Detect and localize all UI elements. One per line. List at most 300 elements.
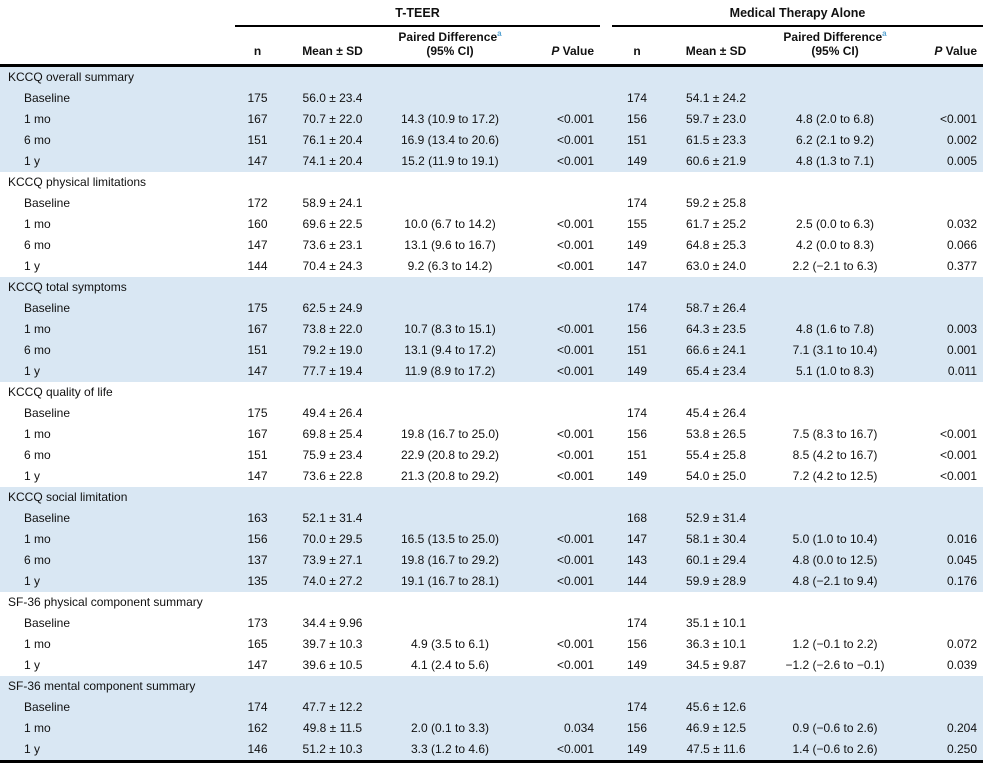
section-header-row	[0, 65, 983, 88]
timepoint-label: 6 mo	[0, 550, 235, 571]
group-gap	[600, 403, 612, 424]
timepoint-label: 1 y	[0, 571, 235, 592]
mta-paired-diff-cell	[770, 88, 900, 109]
mta-mean-sd-cell: 36.3 ± 10.1	[686, 637, 746, 652]
tteer-p-value-cell: <0.001	[556, 448, 595, 463]
section-header-row	[0, 676, 983, 697]
mta-paired-diff-cell	[770, 613, 900, 634]
tteer-n-cell: 146	[235, 739, 280, 762]
tteer-paired-diff-cell: 3.3 (1.2 to 4.6)	[385, 739, 515, 762]
mta-p-value-cell: 0.176	[900, 571, 983, 592]
tteer-mean-sd-cell: 73.9 ± 27.1	[280, 550, 385, 571]
table-row	[0, 634, 983, 655]
mta-paired-diff-cell: 4.8 (−2.1 to 9.4)	[770, 571, 900, 592]
group-gap	[600, 235, 612, 256]
mta-mean-sd-cell: 55.4 ± 25.8	[686, 448, 746, 463]
mta-p-value-cell: 0.066	[946, 238, 978, 253]
mta-n-cell: 149	[612, 151, 662, 172]
mta-n-cell: 174	[627, 406, 648, 421]
mta-p-value-cell	[900, 508, 983, 529]
mta-mean-sd-cell: 45.4 ± 26.4	[686, 406, 746, 421]
mta-mean-sd-cell: 64.3 ± 23.5	[662, 319, 770, 340]
mta-n-cell: 156	[612, 319, 662, 340]
mta-paired-diff-cell: 4.2 (0.0 to 8.3)	[795, 238, 875, 253]
tteer-n-cell: 175	[235, 298, 280, 319]
mta-p-value-cell: 0.005	[900, 151, 983, 172]
timepoint-label: 1 y	[0, 361, 235, 382]
tteer-mean-sd-cell: 70.7 ± 22.0	[280, 109, 385, 130]
table-row	[0, 130, 983, 151]
mta-mean-sd-cell: 59.2 ± 25.8	[686, 196, 746, 211]
p-italic: P	[934, 44, 943, 59]
tteer-mean-sd-cell: 51.2 ± 10.3	[280, 739, 385, 762]
tteer-mean-sd-cell: 74.0 ± 27.2	[280, 571, 385, 592]
group-gap	[600, 739, 612, 762]
tteer-paired-diff-cell: 4.9 (3.5 to 6.1)	[410, 637, 490, 652]
table-row	[0, 466, 983, 487]
table-row	[0, 718, 983, 739]
timepoint-label: 1 mo	[0, 319, 235, 340]
paired-difference-label: Paired Difference	[783, 30, 883, 44]
tteer-mean-sd-cell: 79.2 ± 19.0	[280, 340, 385, 361]
mta-n-cell: 156	[612, 109, 662, 130]
mta-paired-diff-cell: 5.0 (1.0 to 10.4)	[770, 529, 900, 550]
group-gap	[600, 340, 612, 361]
tteer-paired-diff-cell	[385, 508, 515, 529]
mta-mean-sd-cell: 59.7 ± 23.0	[662, 109, 770, 130]
mta-n-cell: 151	[627, 448, 648, 463]
timepoint-label: 1 mo	[0, 109, 235, 130]
mta-mean-sd-cell: 52.9 ± 31.4	[662, 508, 770, 529]
tteer-p-value-cell: <0.001	[515, 550, 600, 571]
mta-p-value-cell: 0.045	[900, 550, 983, 571]
table-row	[0, 550, 983, 571]
group-header-row	[0, 0, 983, 26]
tteer-paired-diff-cell: 16.9 (13.4 to 20.6)	[385, 130, 515, 151]
mta-paired-diff-cell: 8.5 (4.2 to 16.7)	[792, 448, 878, 463]
mta-paired-diff-cell	[770, 508, 900, 529]
table-row	[0, 613, 983, 634]
mta-p-value-cell	[900, 403, 983, 424]
timepoint-label: 1 y	[0, 739, 235, 762]
tteer-paired-diff-cell: 10.0 (6.7 to 14.2)	[404, 217, 496, 232]
table-row	[0, 361, 983, 382]
tteer-n-cell: 165	[247, 637, 268, 652]
mta-paired-diff-cell	[770, 193, 900, 214]
mta-mean-sd-cell: 53.8 ± 26.5	[686, 427, 746, 442]
tteer-p-value-cell: <0.001	[556, 427, 595, 442]
tteer-n-cell: 137	[235, 550, 280, 571]
mta-mean-sd-cell: 65.4 ± 23.4	[662, 361, 770, 382]
tteer-n-cell: 160	[247, 217, 268, 232]
mta-p-value-cell: 0.039	[946, 658, 978, 673]
table-row	[0, 340, 983, 361]
tteer-p-value-cell: <0.001	[556, 259, 595, 274]
tteer-n-cell: 135	[235, 571, 280, 592]
mta-p-value-cell: 0.003	[900, 319, 983, 340]
tteer-paired-diff-cell: 11.9 (8.9 to 17.2)	[385, 361, 515, 382]
tteer-mean-sd-cell: 47.7 ± 12.2	[280, 697, 385, 718]
group-header-medical-therapy: Medical Therapy Alone	[612, 0, 983, 26]
mta-paired-diff-cell: 1.2 (−0.1 to 2.2)	[792, 637, 878, 652]
timepoint-label: 1 y	[24, 469, 41, 484]
tteer-paired-diff-cell: 13.1 (9.6 to 16.7)	[404, 238, 496, 253]
mta-mean-sd-cell: 59.9 ± 28.9	[662, 571, 770, 592]
tteer-p-value-cell	[515, 508, 600, 529]
tteer-mean-sd-cell: 77.7 ± 19.4	[280, 361, 385, 382]
mta-mean-sd-cell: 60.1 ± 29.4	[662, 550, 770, 571]
tteer-p-value-cell: <0.001	[556, 217, 595, 232]
group-gap	[600, 109, 612, 130]
mta-paired-diff-cell	[770, 298, 900, 319]
mta-p-value-cell	[900, 697, 983, 718]
tteer-mean-sd-header: Mean ± SD	[280, 26, 385, 65]
timepoint-label: Baseline	[0, 697, 235, 718]
mta-paired-diff-cell: 6.2 (2.1 to 9.2)	[770, 130, 900, 151]
mta-paired-diff-cell: −1.2 (−2.6 to −0.1)	[785, 658, 885, 673]
mta-p-value-cell: 0.250	[900, 739, 983, 762]
table-row	[0, 697, 983, 718]
mta-mean-sd-cell: 46.9 ± 12.5	[662, 718, 770, 739]
tteer-mean-sd-cell: 34.4 ± 9.96	[302, 616, 363, 631]
timepoint-label: Baseline	[24, 196, 71, 211]
mta-p-value-cell: 0.001	[900, 340, 983, 361]
tteer-p-value-cell: <0.001	[515, 109, 600, 130]
corner-blank	[0, 0, 235, 26]
paired-difference-label: Paired Difference	[398, 30, 498, 44]
section-label: SF-36 mental component summary	[0, 676, 983, 697]
table-row	[0, 655, 983, 676]
mta-paired-diff-cell: 2.2 (−2.1 to 6.3)	[792, 259, 878, 274]
tteer-mean-sd-cell: 70.4 ± 24.3	[302, 259, 363, 274]
tteer-p-value-cell: <0.001	[556, 469, 595, 484]
tteer-n-cell: 174	[235, 697, 280, 718]
group-gap	[600, 130, 612, 151]
tteer-paired-diff-cell: 4.1 (2.4 to 5.6)	[410, 658, 490, 673]
tteer-paired-diff-cell: 19.8 (16.7 to 25.0)	[400, 427, 500, 442]
mta-mean-sd-cell: 61.7 ± 25.2	[686, 217, 746, 232]
group-gap	[600, 214, 612, 235]
table-row	[0, 403, 983, 424]
table-row	[0, 298, 983, 319]
tteer-p-value-cell: <0.001	[515, 361, 600, 382]
mta-mean-sd-cell: 54.1 ± 24.2	[662, 88, 770, 109]
mta-p-value-cell: 0.011	[900, 361, 983, 382]
tteer-mean-sd-cell: 73.6 ± 23.1	[302, 238, 363, 253]
timepoint-label: 1 y	[24, 259, 41, 274]
mta-p-value-cell: <0.001	[939, 448, 978, 463]
tteer-mean-sd-cell: 52.1 ± 31.4	[280, 508, 385, 529]
tteer-n-cell: 156	[235, 529, 280, 550]
group-gap	[600, 361, 612, 382]
footnote-marker-a: a	[882, 29, 887, 38]
mta-n-cell: 174	[612, 88, 662, 109]
tteer-p-value-cell: <0.001	[556, 658, 595, 673]
timepoint-label: Baseline	[0, 298, 235, 319]
ci-label: (95% CI)	[811, 44, 859, 59]
tteer-paired-diff-cell: 10.7 (8.3 to 15.1)	[385, 319, 515, 340]
group-gap	[600, 26, 612, 65]
mta-n-cell: 147	[627, 259, 648, 274]
group-gap	[600, 424, 612, 445]
tteer-n-cell: 162	[235, 718, 280, 739]
group-gap	[600, 613, 612, 634]
tteer-mean-sd-cell: 58.9 ± 24.1	[302, 196, 363, 211]
group-gap	[600, 634, 612, 655]
tteer-mean-sd-cell: 49.8 ± 11.5	[280, 718, 385, 739]
section-label: SF-36 physical component summary	[8, 595, 203, 610]
tteer-paired-diff-cell: 16.5 (13.5 to 25.0)	[385, 529, 515, 550]
mta-mean-sd-cell: 35.1 ± 10.1	[686, 616, 746, 631]
tteer-mean-sd-cell: 49.4 ± 26.4	[302, 406, 363, 421]
tteer-p-value-cell	[515, 403, 600, 424]
mta-p-value-cell: 0.002	[900, 130, 983, 151]
table-row	[0, 424, 983, 445]
table-row	[0, 235, 983, 256]
mta-n-cell: 149	[612, 361, 662, 382]
section-label: KCCQ physical limitations	[8, 175, 147, 190]
tteer-n-cell: 172	[247, 196, 268, 211]
tteer-n-cell: 147	[235, 151, 280, 172]
mta-mean-sd-cell: 61.5 ± 23.3	[662, 130, 770, 151]
tteer-paired-diff-cell: 19.1 (16.7 to 28.1)	[385, 571, 515, 592]
timepoint-label: 1 mo	[0, 718, 235, 739]
mta-paired-diff-cell: 1.4 (−0.6 to 2.6)	[770, 739, 900, 762]
mta-paired-diff-cell: 0.9 (−0.6 to 2.6)	[770, 718, 900, 739]
group-gap	[600, 151, 612, 172]
tteer-paired-diff-cell	[385, 613, 515, 634]
mta-paired-diff-cell: 7.5 (8.3 to 16.7)	[792, 427, 878, 442]
mta-mean-sd-cell: 54.0 ± 25.0	[686, 469, 746, 484]
timepoint-label: 6 mo	[24, 238, 51, 253]
tteer-mean-sd-cell: 39.6 ± 10.5	[302, 658, 363, 673]
group-gap	[600, 466, 612, 487]
mta-p-value-cell: 0.072	[946, 637, 978, 652]
mta-n-cell: 149	[612, 739, 662, 762]
tteer-paired-diff-cell: 19.8 (16.7 to 29.2)	[385, 550, 515, 571]
timepoint-label: 6 mo	[24, 448, 51, 463]
timepoint-label: 1 mo	[0, 529, 235, 550]
mta-mean-sd-cell: 63.0 ± 24.0	[686, 259, 746, 274]
mta-n-cell: 147	[612, 529, 662, 550]
tteer-mean-sd-cell: 62.5 ± 24.9	[280, 298, 385, 319]
timepoint-label: Baseline	[0, 508, 235, 529]
section-header-row	[0, 382, 983, 403]
section-header-row	[0, 487, 983, 508]
mta-p-value-cell: <0.001	[939, 469, 978, 484]
mta-paired-diff-cell: 4.8 (1.3 to 7.1)	[770, 151, 900, 172]
table-row	[0, 151, 983, 172]
tteer-p-value-cell	[515, 697, 600, 718]
tteer-p-value-cell	[515, 88, 600, 109]
tteer-p-value-cell: <0.001	[515, 739, 600, 762]
mta-n-cell: 168	[612, 508, 662, 529]
footnote-marker-a: a	[497, 29, 502, 38]
mta-n-cell: 149	[627, 658, 648, 673]
tteer-paired-diff-cell	[385, 298, 515, 319]
group-gap	[600, 529, 612, 550]
tteer-n-cell: 151	[247, 448, 268, 463]
mta-p-value-cell	[900, 88, 983, 109]
mta-p-value-cell: 0.377	[946, 259, 978, 274]
tteer-p-value-cell: <0.001	[515, 340, 600, 361]
table-row	[0, 529, 983, 550]
tteer-p-value-cell: <0.001	[515, 529, 600, 550]
section-label: KCCQ total symptoms	[0, 277, 983, 298]
group-gap	[600, 88, 612, 109]
mta-paired-diff-cell: 4.8 (1.6 to 7.8)	[770, 319, 900, 340]
tteer-paired-diff-cell: 9.2 (6.3 to 14.2)	[407, 259, 493, 274]
tteer-n-cell: 175	[235, 88, 280, 109]
section-header-row	[0, 277, 983, 298]
tteer-mean-sd-cell: 69.8 ± 25.4	[302, 427, 363, 442]
timepoint-label: 1 mo	[24, 217, 51, 232]
mta-n-cell: 156	[612, 718, 662, 739]
mta-n-cell: 174	[612, 697, 662, 718]
tteer-n-cell: 167	[235, 109, 280, 130]
mta-n-cell: 151	[612, 340, 662, 361]
tteer-n-cell: 151	[235, 340, 280, 361]
tteer-p-value-cell: <0.001	[515, 151, 600, 172]
mta-n-cell: 174	[627, 616, 648, 631]
mta-n-cell: 174	[627, 196, 648, 211]
mta-paired-diff-cell: 7.1 (3.1 to 10.4)	[770, 340, 900, 361]
tteer-paired-diff-cell: 13.1 (9.4 to 17.2)	[385, 340, 515, 361]
tteer-p-value-cell	[515, 613, 600, 634]
mta-p-value-cell: 0.204	[900, 718, 983, 739]
mta-mean-sd-header: Mean ± SD	[662, 26, 770, 65]
column-header-row	[0, 26, 983, 65]
mta-n-header: n	[612, 26, 662, 65]
mta-n-cell: 149	[627, 238, 648, 253]
table-row	[0, 88, 983, 109]
mta-mean-sd-cell: 66.6 ± 24.1	[662, 340, 770, 361]
mta-n-cell: 151	[612, 130, 662, 151]
tteer-p-value-cell: <0.001	[556, 238, 595, 253]
group-gap	[600, 256, 612, 277]
tteer-mean-sd-cell: 73.6 ± 22.8	[302, 469, 363, 484]
mta-n-cell: 143	[612, 550, 662, 571]
group-header-tteer: T-TEER	[235, 0, 600, 26]
tteer-p-value-header	[515, 26, 600, 65]
timepoint-label: Baseline	[24, 406, 71, 421]
timepoint-label: 6 mo	[0, 340, 235, 361]
table-row	[0, 193, 983, 214]
mta-n-cell: 156	[627, 427, 648, 442]
mta-paired-difference-header	[770, 26, 900, 65]
group-gap	[600, 550, 612, 571]
tteer-paired-diff-cell	[385, 697, 515, 718]
mta-paired-diff-cell: 7.2 (4.2 to 12.5)	[792, 469, 878, 484]
row-label-column-header	[0, 26, 235, 65]
tteer-paired-diff-cell: 22.9 (20.8 to 29.2)	[400, 448, 500, 463]
mta-n-cell: 155	[627, 217, 648, 232]
mta-p-value-cell: 0.032	[946, 217, 978, 232]
tteer-mean-sd-cell: 74.1 ± 20.4	[280, 151, 385, 172]
mta-paired-diff-cell: 2.5 (0.0 to 6.3)	[795, 217, 875, 232]
tteer-n-cell: 173	[247, 616, 268, 631]
group-gap	[600, 319, 612, 340]
tteer-mean-sd-cell: 70.0 ± 29.5	[280, 529, 385, 550]
tteer-mean-sd-cell: 56.0 ± 23.4	[280, 88, 385, 109]
mta-mean-sd-cell: 45.6 ± 12.6	[662, 697, 770, 718]
mta-p-value-cell	[900, 193, 983, 214]
mta-p-value-cell: <0.001	[939, 427, 978, 442]
group-gap	[600, 697, 612, 718]
timepoint-label: 6 mo	[0, 130, 235, 151]
group-gap	[600, 571, 612, 592]
tteer-n-cell: 167	[247, 427, 268, 442]
tteer-mean-sd-cell: 75.9 ± 23.4	[302, 448, 363, 463]
group-gap	[600, 0, 612, 26]
group-gap	[600, 445, 612, 466]
tteer-mean-sd-cell: 73.8 ± 22.0	[280, 319, 385, 340]
section-label: KCCQ social limitation	[0, 487, 983, 508]
tteer-n-cell: 147	[247, 658, 268, 673]
mta-paired-diff-cell	[770, 403, 900, 424]
tteer-paired-diff-cell	[385, 403, 515, 424]
group-gap	[600, 298, 612, 319]
tteer-n-cell: 147	[235, 361, 280, 382]
tteer-paired-diff-cell	[385, 193, 515, 214]
tteer-n-cell: 175	[247, 406, 268, 421]
tteer-mean-sd-cell: 69.6 ± 22.5	[302, 217, 363, 232]
timepoint-label: 1 mo	[24, 427, 51, 442]
tteer-n-cell: 147	[247, 238, 268, 253]
tteer-p-value-cell	[515, 193, 600, 214]
section-header-row	[0, 592, 983, 613]
tteer-paired-diff-cell: 21.3 (20.8 to 29.2)	[400, 469, 500, 484]
table-row	[0, 319, 983, 340]
tteer-mean-sd-cell: 39.7 ± 10.3	[302, 637, 363, 652]
group-gap	[600, 193, 612, 214]
mta-paired-diff-cell: 4.8 (0.0 to 12.5)	[770, 550, 900, 571]
ci-label: (95% CI)	[426, 44, 474, 59]
mta-n-cell: 144	[612, 571, 662, 592]
tteer-paired-diff-cell: 14.3 (10.9 to 17.2)	[385, 109, 515, 130]
tteer-mean-sd-cell: 76.1 ± 20.4	[280, 130, 385, 151]
tteer-paired-diff-cell: 15.2 (11.9 to 19.1)	[385, 151, 515, 172]
table-row	[0, 571, 983, 592]
tteer-p-value-cell	[515, 298, 600, 319]
tteer-p-value-cell: <0.001	[515, 130, 600, 151]
mta-p-value-cell: <0.001	[900, 109, 983, 130]
mta-mean-sd-cell: 58.7 ± 26.4	[662, 298, 770, 319]
timepoint-label: Baseline	[24, 616, 71, 631]
mta-p-value-cell	[900, 298, 983, 319]
tteer-n-cell: 167	[235, 319, 280, 340]
tteer-paired-diff-cell: 2.0 (0.1 to 3.3)	[385, 718, 515, 739]
mta-mean-sd-cell: 47.5 ± 11.6	[662, 739, 770, 762]
mta-paired-diff-cell: 4.8 (2.0 to 6.8)	[770, 109, 900, 130]
p-italic: P	[551, 44, 560, 59]
timepoint-label: Baseline	[0, 88, 235, 109]
section-label: KCCQ quality of life	[8, 385, 113, 400]
mta-paired-diff-cell	[770, 697, 900, 718]
mta-p-value-cell	[900, 613, 983, 634]
timepoint-label: 1 y	[0, 151, 235, 172]
mta-mean-sd-cell: 34.5 ± 9.87	[686, 658, 746, 673]
group-gap	[600, 655, 612, 676]
section-header-row	[0, 172, 983, 193]
tteer-p-value-cell: <0.001	[515, 319, 600, 340]
tteer-paired-diff-cell	[385, 88, 515, 109]
table-row	[0, 256, 983, 277]
tteer-p-value-cell: 0.034	[515, 718, 600, 739]
mta-mean-sd-cell: 64.8 ± 25.3	[686, 238, 746, 253]
tteer-n-header: n	[235, 26, 280, 65]
tteer-n-cell: 163	[235, 508, 280, 529]
